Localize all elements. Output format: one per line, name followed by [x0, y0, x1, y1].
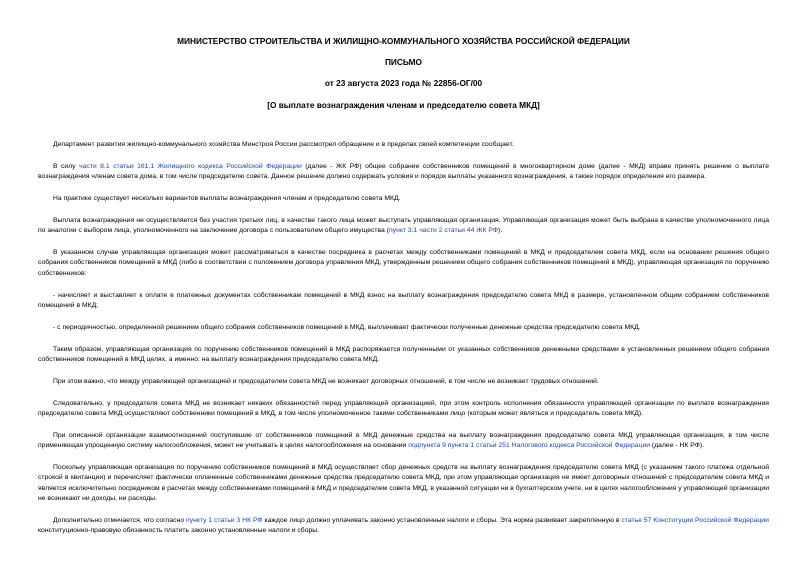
paragraph-no-contract: При этом важно, что между управляющей организацией и председателем совета МКД не возникает договорных отношений, в том числе не возникает трудовых отношений.: [53, 377, 599, 385]
paragraph-item-charges: - начисляет и выставляет к оплате в платежных документах собственникам помещений в МКД взнос на выплату вознаграждения председателю совета МКД в размере, установленном общим собранием собственников помещений в МКД;: [38, 291, 769, 310]
paragraph-text: ).: [498, 227, 503, 235]
paragraph-text: (далее - НК РФ).: [650, 442, 705, 450]
paragraph-text: При описанной организации взаимоотношений поступившие от собственников помещений в МКД денежные средства на выплату вознаграждения председателю совета МКД управляющая организация, в том числе применяющая упрощенную систему налогообложения, может не учитывать в целях налогообложения на основании: [38, 431, 769, 450]
paragraph-accounting: Поскольку управляющая организация по поручению собственников помещений в МКД осуществляет сбор денежных средств на выплату вознаграждения председателю совета МКД (с указанием такого платежа отдельной строкой в квитанции) и перечисляет фактически оплаченные собственниками денежные средства председателю совета МКД, при этом управляющая организация не имеет договорных отношений с председателем совета МКД и является исключительно посредником в расчетах между собственниками помещений в МКД и председателем совета МКД, в указанной ситуации ни в бухгалтерском учете, ни в целях налогообложения у управляющей организации не возникают ни доходы, ни расходы.: [38, 464, 769, 503]
paragraph-control: Следовательно, у председателя совета МКД не возникает никаких обязанностей перед управляющей организацией, при этом контроль исполнения обязанности управляющей организации по выплате вознаграждения председателю совета МКД осуществляют собственники помещений в МКД, в том числе уполномоченное такими собственниками лицо (которым может являться и председатель совета МКД).: [38, 399, 769, 418]
paragraph-additional: [38, 516, 769, 537]
document-type: ПИСЬМО: [384, 57, 423, 67]
paragraph-taxation: [38, 431, 769, 452]
link-tax-code-3[interactable]: пункту 1 статьи 3 НК РФ: [186, 517, 263, 525]
paragraph-text: Дополнительно отмечается, что согласно: [53, 517, 187, 525]
letter-body: [38, 140, 769, 537]
paragraph-intermediary: В указанном случае управляющая организация может рассматриваться в качестве посредника в расчетах между собственниками помещений в МКД и председателем совета МКД, если на основании решения общего собрания собственников помещений в МКД (либо в соответствии с положением договора управления МКД, утвержденным решением общего собрания собственников помещений в МКД), управляющая организация по поручению собственников:: [38, 249, 769, 277]
link-housing-code-44[interactable]: пункт 3.1 части 2 статьи 44 ЖК РФ: [388, 227, 498, 235]
paragraph-intro: Департамент развития жилищно-коммунального хозяйства Минстроя России рассмотрел обращение и в пределах своей компетенции сообщает.: [53, 141, 514, 148]
document-date-number: от 23 августа 2023 года № 22856-ОГ/00: [324, 78, 483, 88]
paragraph-options: На практике существует несколько вариантов выплаты вознаграждения членам и председателю совета МКД.: [53, 195, 401, 202]
link-constitution-57[interactable]: статье 57 Конституции Российской Федерации: [621, 517, 769, 525]
paragraph-conclusion: Таким образом, управляющая организация по поручению собственников помещений в МКД распоряжается полученными от указанных собственников денежными средствами в установленных решением общего собрания собственников помещений в МКД целях, а именно: на выплату вознаграждения председателю совета МКД.: [38, 345, 769, 364]
link-tax-code-251[interactable]: подпункта 9 пункта 1 статьи 251 Налогового кодекса Российской Федерации: [408, 442, 651, 450]
paragraph-text: каждое лицо должно уплачивать законно установленные налоги и сборы. Эта норма развивает закрепленную в: [262, 517, 622, 525]
paragraph-item-payout: - с периодичностью, определенной решением общего собрания собственников помещений в МКД, выплачивает фактически полученные денежные средства председателю совета МКД.: [53, 323, 641, 331]
paragraph-text: Выплата вознаграждения не осуществляется без участия третьих лиц, в качестве такого лица может выступать управляющая организация. Управляющая организация может быть выбрана в качестве уполномоченного лица по аналогии с выбором лица, уполномоченного на заключение договора с пользователем общего имущества (: [38, 216, 769, 235]
paragraph-text: конституционно-правовую обязанность платить законно установленные налоги и сборы.: [38, 527, 320, 535]
paragraph-third-party: [38, 216, 769, 237]
paragraph-text: (далее - ЖК РФ) общее собрание собственников помещений в многоквартирном доме (далее - МКД) вправе принять решение о выплате вознаграждения членам совета дома, в том числе председателю совета. Данное решение должно содержать условия и порядок выплаты указанного вознаграждения, а также порядок определения его размера.: [38, 162, 769, 181]
ministry-title: МИНИСТЕРСТВО СТРОИТЕЛЬСТВА И ЖИЛИЩНО-КОММУНАЛЬНОГО ХОЗЯЙСТВА РОССИЙСКОЙ ФЕДЕРАЦИИ: [177, 36, 630, 46]
link-housing-code-161-1[interactable]: части 8.1 статьи 161.1 Жилищного кодекса Российской Федерации: [79, 162, 302, 170]
paragraph-text: В силу: [53, 162, 80, 170]
paragraph-legal-basis: [38, 162, 769, 183]
document-subject: [О выплате вознаграждения членам и председателю совета МКД]: [267, 100, 540, 110]
